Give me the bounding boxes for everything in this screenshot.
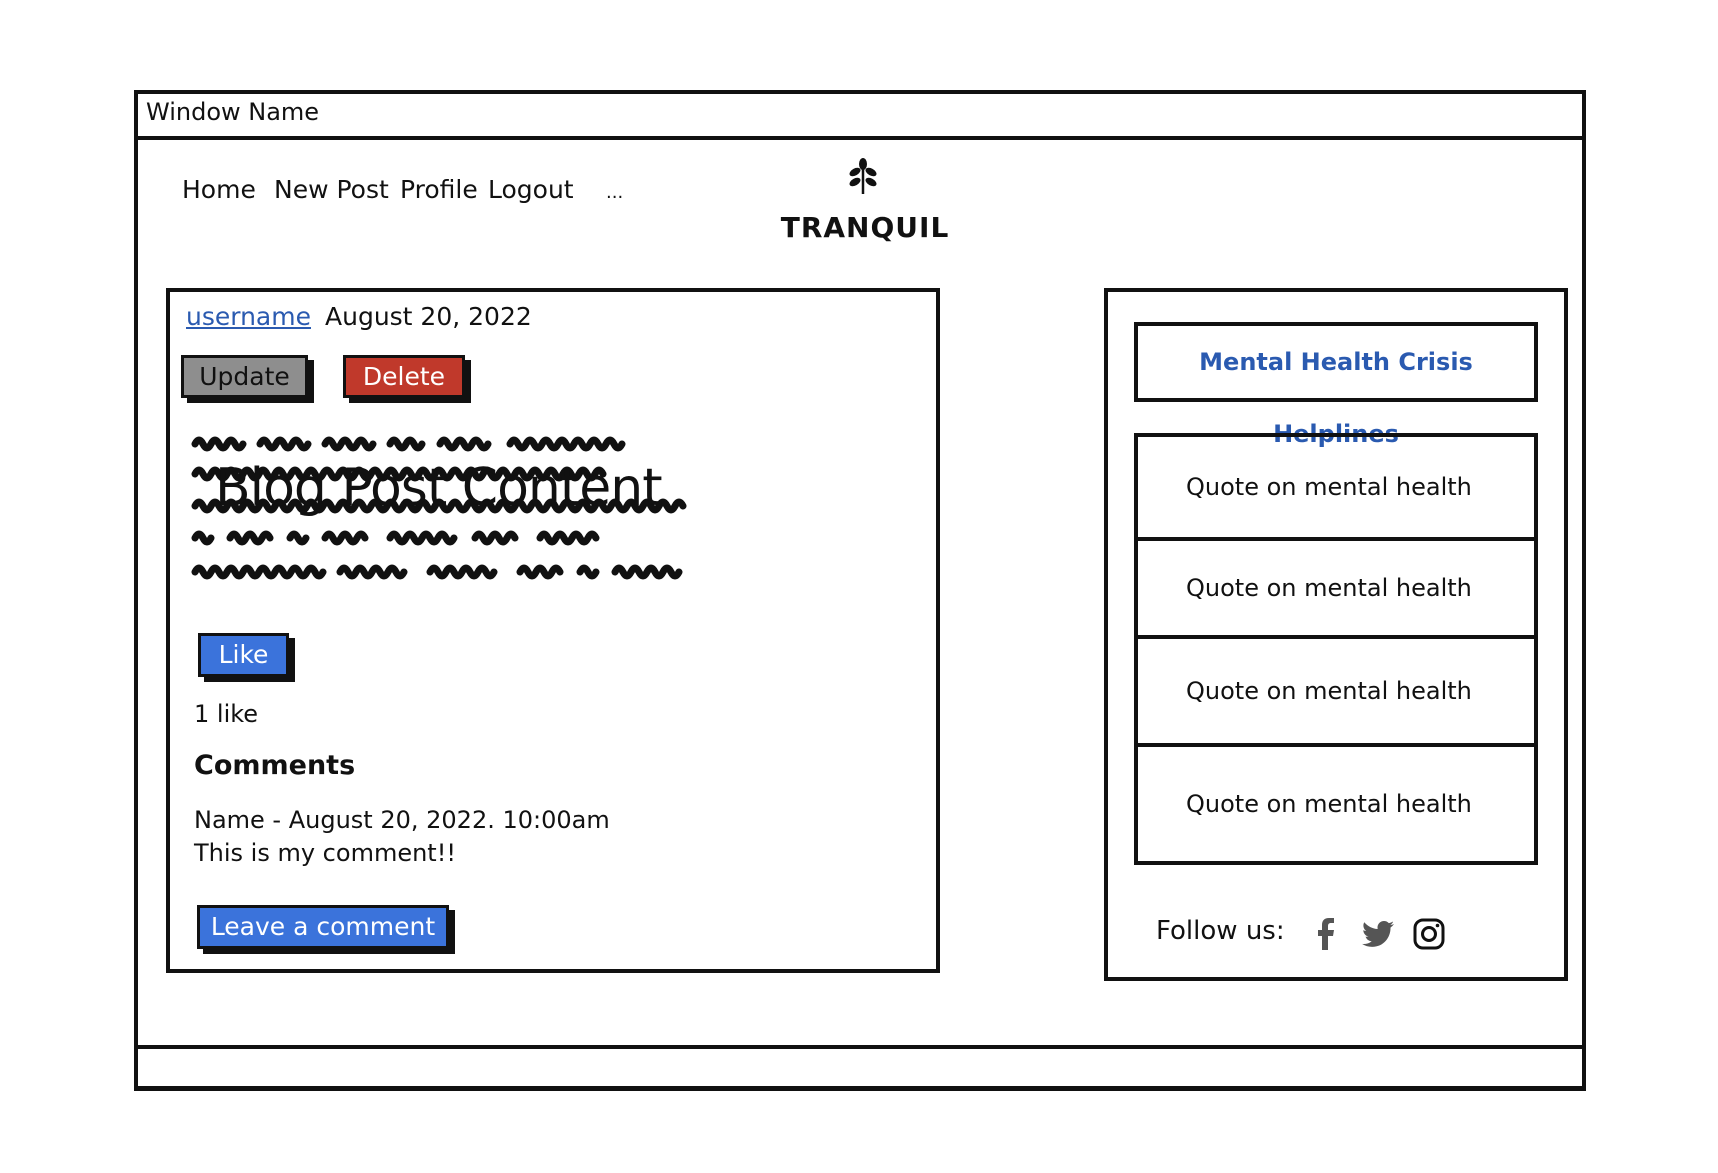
nav-new-post-link[interactable]: New Post <box>274 175 389 204</box>
comment-meta: Name - August 20, 2022. 10:00am <box>194 806 610 834</box>
facebook-icon[interactable] <box>1308 916 1344 952</box>
brand-name[interactable]: TRANQUIL <box>780 211 950 244</box>
quote-card: Quote on mental health <box>1134 537 1538 639</box>
comment-text: This is my comment!! <box>194 839 456 867</box>
post-date: August 20, 2022 <box>325 302 532 331</box>
nav-more-link[interactable]: ... <box>606 182 624 203</box>
crisis-helplines-link[interactable]: Mental Health Crisis Helplines <box>1134 322 1538 402</box>
leave-comment-button[interactable]: Leave a comment <box>197 905 449 949</box>
window-title-bar <box>134 90 1586 140</box>
quote-card: Quote on mental health <box>1134 635 1538 747</box>
nav-logout-link[interactable]: Logout <box>488 175 574 204</box>
quote-card: Quote on mental health <box>1134 433 1538 541</box>
instagram-icon[interactable] <box>1411 916 1447 952</box>
update-post-button[interactable]: Update <box>181 355 308 398</box>
comments-heading: Comments <box>194 750 356 781</box>
like-count: 1 like <box>194 700 259 728</box>
leaf-sprig-icon[interactable] <box>843 156 883 196</box>
window-status-bar <box>134 1045 1586 1091</box>
nav-profile-link[interactable]: Profile <box>400 175 478 204</box>
post-author-link[interactable]: username <box>186 302 311 331</box>
quote-card: Quote on mental health <box>1134 743 1538 865</box>
delete-post-button[interactable]: Delete <box>343 355 465 398</box>
blog-post-content-title: Blog Post Content <box>215 458 662 518</box>
window-title: Window Name <box>146 98 320 126</box>
twitter-icon[interactable] <box>1360 916 1396 952</box>
nav-home-link[interactable]: Home <box>182 175 256 204</box>
follow-us-label: Follow us: <box>1156 916 1285 946</box>
like-button[interactable]: Like <box>198 633 289 677</box>
